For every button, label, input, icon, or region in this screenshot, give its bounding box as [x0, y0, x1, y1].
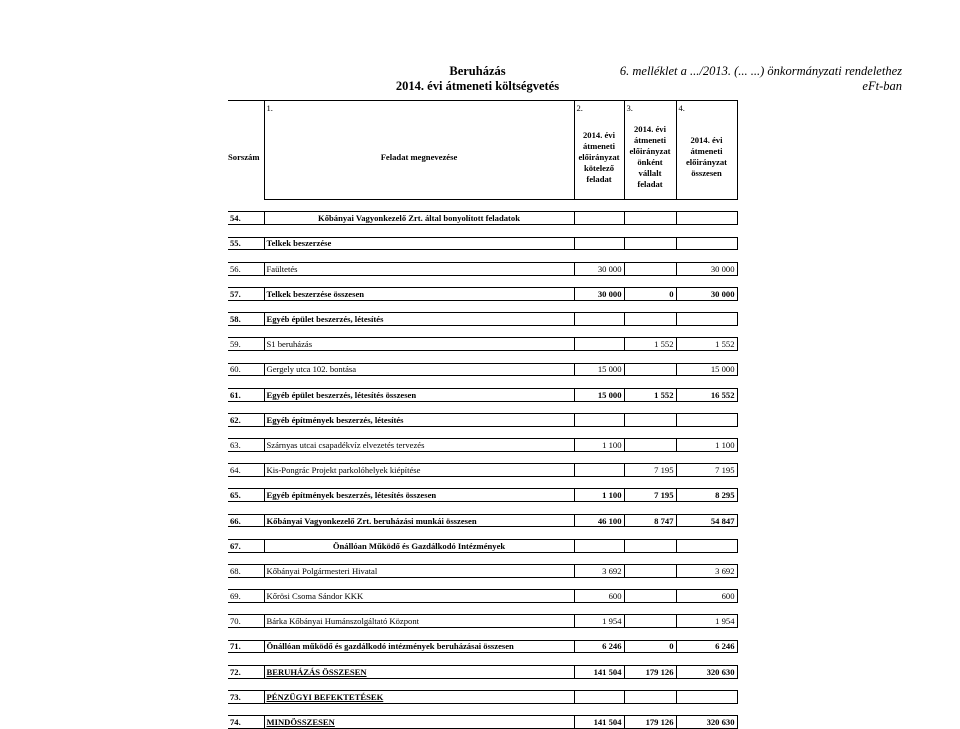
row-number: 60.: [228, 363, 264, 376]
row-value-osszesen: 1 552: [676, 338, 737, 351]
row-spacer: [228, 351, 737, 363]
row-number: 67.: [228, 539, 264, 552]
row-spacer: [228, 250, 737, 262]
row-label: [264, 363, 574, 376]
row-label: [264, 464, 574, 477]
row-value-onkent: 7 195: [624, 464, 676, 477]
row-value-osszesen: 15 000: [676, 363, 737, 376]
table-row: [228, 237, 737, 250]
table-row: [228, 665, 737, 678]
column-number-1: 1.: [264, 101, 574, 116]
row-spacer: [228, 603, 737, 615]
row-number: 57.: [228, 287, 264, 300]
row-number: 62.: [228, 413, 264, 426]
row-spacer: [228, 426, 737, 438]
row-value-osszesen: 30 000: [676, 262, 737, 275]
table-row: [228, 262, 737, 275]
row-label: [264, 590, 574, 603]
title-line-1: Beruházás: [449, 64, 506, 78]
row-number: 55.: [228, 237, 264, 250]
row-label: [264, 665, 574, 678]
row-label-text: Kőrösi Csoma Sándor KKK: [266, 591, 364, 602]
table-row: [228, 413, 737, 426]
table-row: [228, 439, 737, 452]
row-label: [264, 565, 574, 578]
row-value-onkent: [624, 590, 676, 603]
row-number: 71.: [228, 640, 264, 653]
header-col4: 2014. évi átmeneti előirányzat összesen: [676, 115, 737, 200]
table-row: [228, 313, 737, 326]
table-row: [228, 388, 737, 401]
row-value-osszesen: 320 630: [676, 716, 737, 729]
row-number: 64.: [228, 464, 264, 477]
row-value-onkent: [624, 539, 676, 552]
table-row: [228, 640, 737, 653]
header-col3: 2014. évi átmeneti előirányzat önként vállalt feladat: [624, 115, 676, 200]
table-row: [228, 690, 737, 703]
row-value-kotelezo: [574, 413, 624, 426]
row-label-text: BERUHÁZÁS ÖSSZESEN: [266, 666, 367, 677]
table-row: [228, 287, 737, 300]
row-value-kotelezo: 6 246: [574, 640, 624, 653]
row-label: [264, 212, 574, 225]
table-row: [228, 514, 737, 527]
header-row: [228, 115, 737, 200]
row-label: [264, 439, 574, 452]
table-row: [228, 565, 737, 578]
row-label: [264, 287, 574, 300]
budget-table: [228, 100, 738, 729]
row-value-osszesen: 6 246: [676, 640, 737, 653]
row-spacer: [228, 577, 737, 589]
row-number: 66.: [228, 514, 264, 527]
row-label-text: Bárka Kőbányai Humánszolgáltató Központ: [266, 616, 419, 627]
row-spacer: [228, 477, 737, 489]
row-value-kotelezo: 141 504: [574, 716, 624, 729]
table-row: [228, 615, 737, 628]
row-value-onkent: [624, 363, 676, 376]
row-label-text: Kőbányai Vagyonkezelő Zrt. beruházási munkái összesen: [266, 515, 477, 526]
row-label: [264, 514, 574, 527]
row-label-text: MINDÖSSZESEN: [266, 717, 335, 728]
row-value-onkent: [624, 313, 676, 326]
table-row: [228, 363, 737, 376]
row-spacer: [228, 552, 737, 564]
row-label-text: Önállóan működő és gazdálkodó intézmények beruházásai összesen: [266, 641, 514, 652]
table-row: [228, 464, 737, 477]
row-value-kotelezo: 15 000: [574, 363, 624, 376]
row-value-osszesen: [676, 539, 737, 552]
row-value-onkent: 179 126: [624, 716, 676, 729]
row-spacer: [228, 300, 737, 312]
row-value-onkent: 0: [624, 287, 676, 300]
row-label-text: Faültetés: [266, 263, 298, 274]
header-sorszam: Sorszám: [228, 151, 260, 162]
row-number: 65.: [228, 489, 264, 502]
row-number: 59.: [228, 338, 264, 351]
row-spacer: [228, 678, 737, 690]
row-value-osszesen: 1 954: [676, 615, 737, 628]
row-value-kotelezo: 30 000: [574, 287, 624, 300]
row-value-kotelezo: [574, 338, 624, 351]
row-value-kotelezo: [574, 464, 624, 477]
row-label: [264, 615, 574, 628]
row-label: [264, 338, 574, 351]
row-value-onkent: [624, 262, 676, 275]
row-label-text: Egyéb építmények beszerzés, létesítés: [266, 414, 404, 425]
unit-label: eFt-ban: [862, 79, 902, 93]
row-spacer: [228, 401, 737, 413]
row-value-osszesen: 8 295: [676, 489, 737, 502]
row-value-osszesen: 3 692: [676, 565, 737, 578]
table-row: [228, 489, 737, 502]
row-label: [264, 539, 574, 552]
row-label: [264, 388, 574, 401]
row-label-text: Szárnyas utcai csapadékvíz elvezetés tervezés: [266, 439, 425, 450]
row-value-kotelezo: 1 100: [574, 489, 624, 502]
row-number: 61.: [228, 388, 264, 401]
row-spacer: [228, 703, 737, 715]
row-value-kotelezo: 1 100: [574, 439, 624, 452]
row-number: 69.: [228, 590, 264, 603]
row-value-onkent: 7 195: [624, 489, 676, 502]
row-value-kotelezo: [574, 313, 624, 326]
row-label-text: S1 beruházás: [266, 339, 313, 350]
row-label-text: Önállóan Működő és Gazdálkodó Intézmények: [332, 540, 506, 551]
row-value-kotelezo: [574, 212, 624, 225]
table-row: [228, 338, 737, 351]
row-value-osszesen: 16 552: [676, 388, 737, 401]
row-spacer: [228, 502, 737, 514]
column-number-4: 4.: [676, 101, 737, 116]
row-value-onkent: 1 552: [624, 388, 676, 401]
table-row: [228, 716, 737, 729]
row-number: 58.: [228, 313, 264, 326]
row-value-kotelezo: 15 000: [574, 388, 624, 401]
row-value-osszesen: 54 847: [676, 514, 737, 527]
row-value-osszesen: [676, 690, 737, 703]
row-value-onkent: [624, 413, 676, 426]
row-value-onkent: [624, 565, 676, 578]
row-value-osszesen: 7 195: [676, 464, 737, 477]
row-label: [264, 413, 574, 426]
row-label-text: PÉNZÜGYI BEFEKTETÉSEK: [266, 691, 384, 702]
row-spacer: [228, 451, 737, 463]
row-value-kotelezo: 600: [574, 590, 624, 603]
column-number-2: 2.: [574, 101, 624, 116]
row-spacer: [228, 225, 737, 237]
row-label-text: Kőbányai Vagyonkezelő Zrt. által bonyolított feladatok: [318, 213, 520, 224]
row-value-osszesen: 30 000: [676, 287, 737, 300]
row-value-onkent: 0: [624, 640, 676, 653]
row-value-onkent: [624, 237, 676, 250]
row-value-kotelezo: 141 504: [574, 665, 624, 678]
row-number: 68.: [228, 565, 264, 578]
row-value-osszesen: [676, 212, 737, 225]
row-value-kotelezo: [574, 539, 624, 552]
row-value-onkent: 1 552: [624, 338, 676, 351]
row-spacer: [228, 653, 737, 665]
table-row: [228, 539, 737, 552]
row-label-text: Egyéb épület beszerzés, létesítés: [266, 314, 384, 325]
row-value-kotelezo: [574, 237, 624, 250]
row-value-onkent: [624, 212, 676, 225]
row-number: 54.: [228, 212, 264, 225]
header-feladat: Feladat megnevezése: [264, 115, 574, 200]
row-label-text: Egyéb építmények beszerzés, létesítés összesen: [266, 490, 437, 501]
table-row: [228, 590, 737, 603]
row-label: [264, 690, 574, 703]
annex-reference: [620, 64, 902, 94]
row-value-onkent: [624, 615, 676, 628]
row-number: 56.: [228, 262, 264, 275]
row-spacer: [228, 376, 737, 388]
row-label-text: Kőbányai Polgármesteri Hivatal: [266, 565, 378, 576]
row-label-text: Telkek beszerzése: [266, 238, 332, 249]
row-number: 73.: [228, 690, 264, 703]
row-label: [264, 489, 574, 502]
row-label: [264, 716, 574, 729]
row-label: [264, 640, 574, 653]
row-value-onkent: [624, 439, 676, 452]
header-col2: 2014. évi átmeneti előirányzat kötelező feladat: [574, 115, 624, 200]
row-spacer: [228, 200, 737, 212]
row-value-osszesen: 600: [676, 590, 737, 603]
row-label-text: Telkek beszerzése összesen: [266, 288, 365, 299]
row-number: 63.: [228, 439, 264, 452]
row-spacer: [228, 275, 737, 287]
row-value-osszesen: [676, 413, 737, 426]
column-number-3: 3.: [624, 101, 676, 116]
row-value-osszesen: 1 100: [676, 439, 737, 452]
row-spacer: [228, 325, 737, 337]
row-value-onkent: 179 126: [624, 665, 676, 678]
row-spacer: [228, 527, 737, 539]
row-label-text: Gergely utca 102. bontása: [266, 364, 357, 375]
column-number-row: [228, 101, 737, 116]
row-spacer: [228, 628, 737, 640]
row-value-kotelezo: [574, 690, 624, 703]
row-label: [264, 237, 574, 250]
row-label: [264, 262, 574, 275]
annex-line: 6. melléklet a .../2013. (... ...) önkormányzati rendelethez: [619, 64, 902, 78]
row-value-osszesen: [676, 313, 737, 326]
row-value-kotelezo: 46 100: [574, 514, 624, 527]
row-label: [264, 313, 574, 326]
row-label-text: Kis-Pongrác Projekt parkolóhelyek kiépítése: [266, 465, 421, 476]
row-value-kotelezo: 1 954: [574, 615, 624, 628]
row-value-kotelezo: 30 000: [574, 262, 624, 275]
row-value-onkent: [624, 690, 676, 703]
row-number: 72.: [228, 665, 264, 678]
row-value-kotelezo: 3 692: [574, 565, 624, 578]
title-line-2: 2014. évi átmeneti költségvetés: [395, 79, 560, 93]
document-title: [300, 64, 655, 94]
row-number: 74.: [228, 716, 264, 729]
table-row: [228, 212, 737, 225]
row-label-text: Egyéb épület beszerzés, létesítés összesen: [266, 389, 417, 400]
row-value-onkent: 8 747: [624, 514, 676, 527]
row-value-osszesen: 320 630: [676, 665, 737, 678]
row-value-osszesen: [676, 237, 737, 250]
row-number: 70.: [228, 615, 264, 628]
